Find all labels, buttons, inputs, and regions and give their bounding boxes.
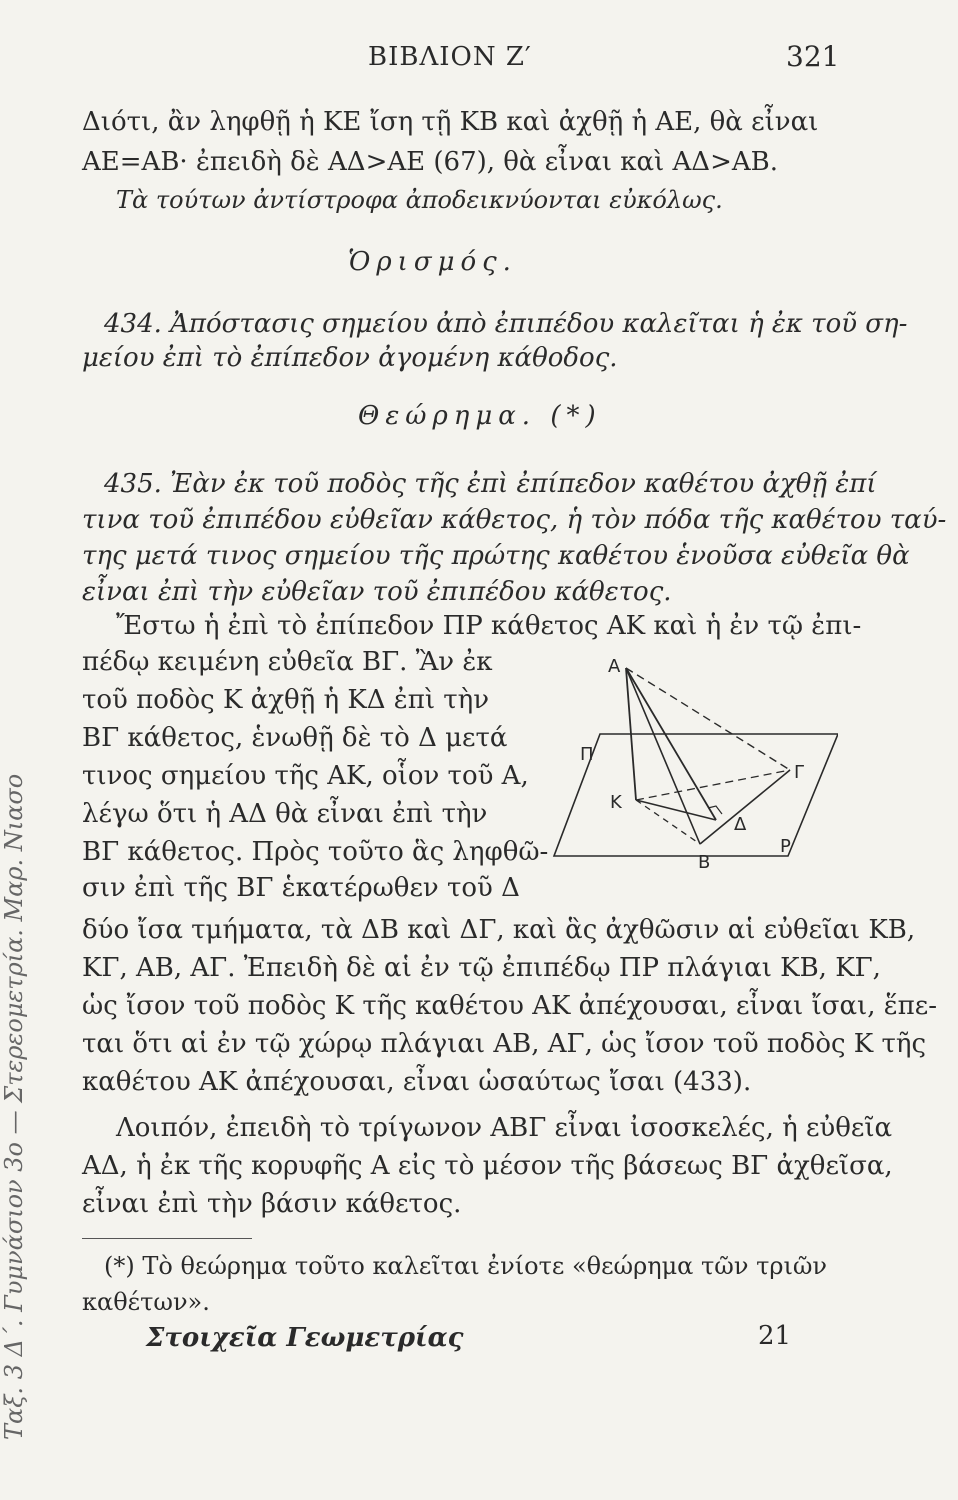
running-title: ΒΙΒΛΙΟΝ Ζ′: [368, 42, 532, 72]
text-line: τινος σημείου τῆς ΑΚ, οἷον τοῦ Α,: [82, 761, 529, 791]
text-line: Λοιπόν, ἐπειδὴ τὸ τρίγωνον ΑΒΓ εἶναι ἰσοσκελές, ἡ εὐθεῖα: [116, 1113, 893, 1143]
segment-ad: [626, 668, 716, 820]
text-line: ΑΕ=ΑΒ· ἐπειδὴ δὲ ΑΔ>ΑΕ (67), θὰ εἶναι καὶ ΑΔ>ΑΒ.: [82, 147, 778, 177]
text-line: καθέτου ΑΚ ἀπέχουσαι, εἶναι ὡσαύτως ἴσαι (433).: [82, 1067, 752, 1097]
text-line: λέγω ὅτι ἡ ΑΔ θὰ εἶναι ἐπὶ τὴν: [82, 799, 488, 829]
sheet-number: 21: [758, 1321, 792, 1351]
footnote-line: καθέτων».: [82, 1288, 210, 1316]
text-line: 435. Ἐὰν ἐκ τοῦ ποδὸς τῆς ἐπὶ ἐπίπεδον καθέτου ἀχθῇ ἐπί: [104, 469, 877, 499]
segment-kd: [636, 800, 716, 820]
label-b: B: [698, 852, 711, 873]
label-a: A: [608, 656, 621, 677]
text-line: 434. Ἀπόστασις σημείου ἀπὸ ἐπιπέδου καλεῖται ἡ ἐκ τοῦ ση-: [104, 309, 908, 339]
geometry-figure: [548, 648, 838, 880]
page-header: [0, 30, 958, 80]
segment-ag: [626, 668, 790, 770]
signature-mark: Στοιχεῖα Γεωμετρίας: [146, 1323, 464, 1353]
text-line: ται ὅτι αἱ ἐν τῷ χώρῳ πλάγιαι ΑΒ, ΑΓ, ὡς ἴσον τοῦ ποδὸς Κ τῆς: [82, 1029, 927, 1059]
text-line: Διότι, ἂν ληφθῇ ἡ ΚΕ ἴση τῇ ΚΒ καὶ ἀχθῇ ἡ ΑΕ, θὰ εἶναι: [82, 107, 819, 137]
text-line: Ἔστω ἡ ἐπὶ τὸ ἐπίπεδον ΠΡ κάθετος ΑΚ καὶ ἡ ἐν τῷ ἐπι-: [116, 611, 862, 641]
margin-note-text: Ταξ. 3 Δ΄. Γυμνάσιον 3ο — Στερεομετρία. Μαρ. Νιασο: [0, 773, 28, 1440]
definition-heading: Ὁρισμός.: [348, 247, 517, 277]
theorem-heading: Θεώρημα. (*): [358, 401, 602, 431]
segment-kg: [636, 770, 790, 800]
text-line: ΚΓ, ΑΒ, ΑΓ. Ἐπειδὴ δὲ αἱ ἐν τῷ ἐπιπέδῳ ΠΡ πλάγιαι ΚΒ, ΚΓ,: [82, 953, 881, 983]
plane-pr: [554, 734, 838, 856]
label-delta: Δ: [734, 814, 747, 835]
text-line: ΒΓ κάθετος, ἑνωθῇ δὲ τὸ Δ μετά: [82, 723, 508, 753]
text-line: ὡς ἴσον τοῦ ποδὸς Κ τῆς καθέτου ΑΚ ἀπέχουσαι, εἶναι ἴσαι, ἕπε-: [82, 991, 938, 1021]
label-p: P: [780, 836, 791, 857]
label-k: K: [610, 792, 622, 813]
text-line: Τὰ τούτων ἀντίστροφα ἀποδεικνύονται εὐκόλως.: [116, 186, 723, 214]
footnote-rule: [82, 1238, 252, 1239]
label-pi: Π: [580, 744, 594, 765]
text-line: ΑΔ, ἡ ἐκ τῆς κορυφῆς Α εἰς τὸ μέσον τῆς βάσεως ΒΓ ἀχθεῖσα,: [82, 1151, 893, 1181]
text-line: εἶναι ἐπὶ τὴν βάσιν κάθετος.: [82, 1189, 462, 1219]
text-line: εἶναι ἐπὶ τὴν εὐθεῖαν τοῦ ἐπιπέδου κάθετος.: [82, 577, 672, 607]
page-number: 321: [786, 40, 840, 73]
segment-ab: [626, 668, 700, 844]
footnote-line: (*) Τὸ θεώρημα τοῦτο καλεῖται ἐνίοτε «θεώρημα τῶν τριῶν: [104, 1252, 828, 1280]
margin-handwriting: [0, 260, 36, 1500]
text-line: δύο ἴσα τμήματα, τὰ ΔΒ καὶ ΔΓ, καὶ ἃς ἀχθῶσιν αἱ εὐθεῖαι ΚΒ,: [82, 915, 916, 945]
text-line: της μετά τινος σημείου τῆς πρώτης καθέτου ἑνοῦσα εὐθεῖα θὰ: [82, 541, 910, 571]
text-line: πέδῳ κειμένη εὐθεῖα ΒΓ. Ἂν ἐκ: [82, 647, 493, 677]
text-line: τοῦ ποδὸς Κ ἀχθῇ ἡ ΚΔ ἐπὶ τὴν: [82, 685, 490, 715]
label-gamma: Γ: [794, 762, 805, 783]
text-line: τινα τοῦ ἐπιπέδου εὐθεῖαν κάθετος, ἡ τὸν πόδα τῆς καθέτου ταύ-: [82, 505, 947, 535]
text-line: ΒΓ κάθετος. Πρὸς τοῦτο ἃς ληφθῶ-: [82, 837, 549, 867]
text-line: μείου ἐπὶ τὸ ἐπίπεδον ἀγομένη κάθοδος.: [82, 343, 618, 373]
text-line: σιν ἐπὶ τῆς ΒΓ ἑκατέρωθεν τοῦ Δ: [82, 873, 520, 903]
